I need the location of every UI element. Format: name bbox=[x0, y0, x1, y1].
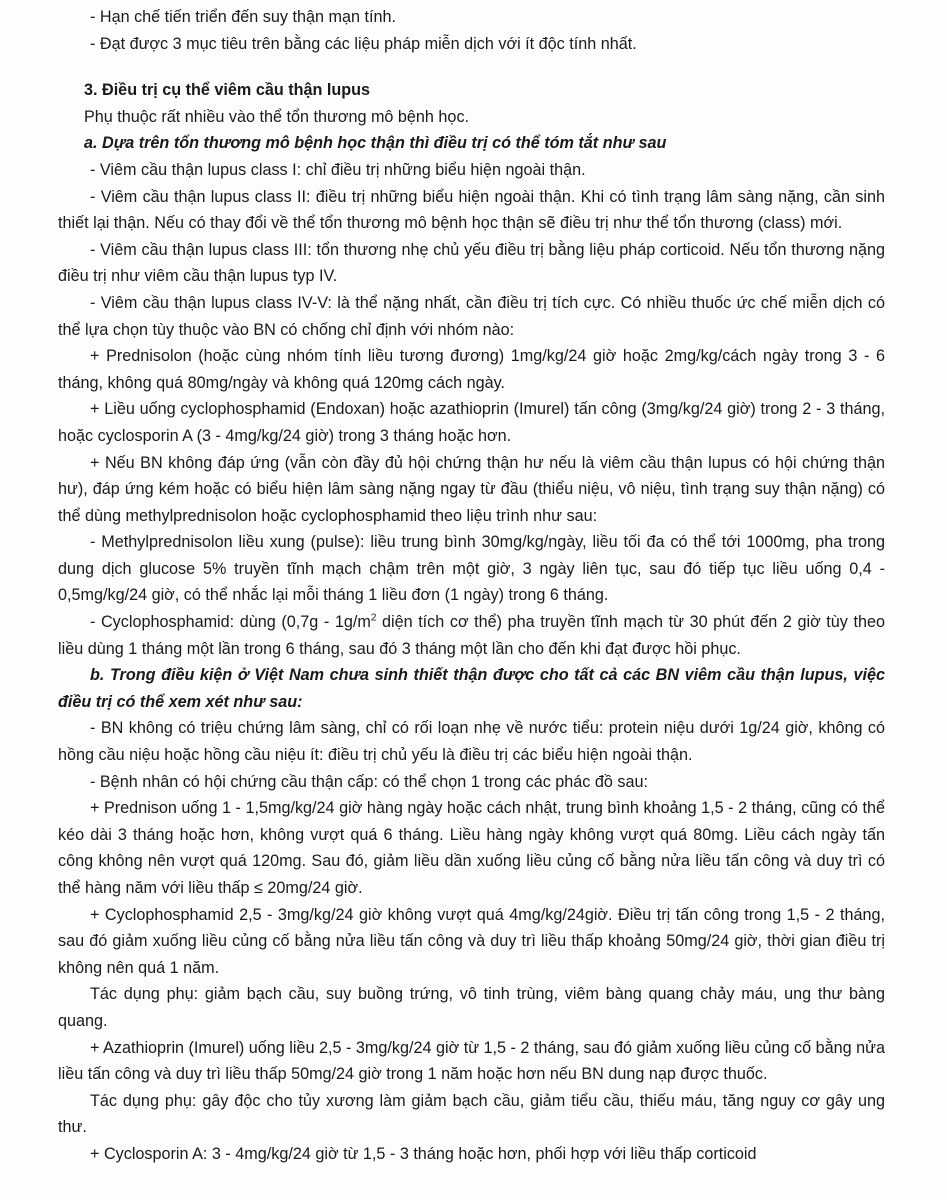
paragraph-cyclophosphamid-oral: + Liều uống cyclophosphamid (Endoxan) hoặc azathioprin (Imurel) tấn công (3mg/kg/24 giờ) trong 2 - 3 tháng, hoặc cyclosporin A (3 - 4mg/kg/24 giờ) trong 3 tháng hoặc hơn. bbox=[58, 400, 885, 445]
paragraph-prednison: + Prednison uống 1 - 1,5mg/kg/24 giờ hàng ngày hoặc cách nhật, trung bình khoảng 1,5 - 2 tháng, cũng có thể kéo dài 3 tháng hoặc hơn, không vượt quá 6 tháng. Liều hàng ngày không vượt quá 80mg. Liều cách ngày tấn công không nên vượt quá 120mg. Sau đó, giảm liều dần xuống liều củng cố bằng nửa liều tấn công và duy trì có thể hàng năm với liều thấp ≤ 20mg/24 giờ. bbox=[58, 799, 885, 897]
paragraph-class-2: - Viêm cầu thận lupus class II: điều trị những biểu hiện ngoài thận. Khi có tình trạng lâm sàng nặng, cần sinh thiết lại thận. Nếu có thay đổi về thể tổn thương mô bệnh học thận sẽ điều trị như thể tổn thương (class) mới. bbox=[58, 187, 885, 233]
subheading-a: a. Dựa trên tổn thương mô bệnh học thận thì điều trị có thể tóm tắt như sau bbox=[84, 134, 667, 153]
subheading-b: b. Trong điều kiện ở Việt Nam chưa sinh thiết thận được cho tất cả các BN viêm cầu thận lupus, việc điều trị có thể xem xét như sau: bbox=[58, 666, 885, 711]
paragraph-cyclophosphamid-iv: - Cyclophosphamid: dùng ($0,7g - 1g/m^2$ diện tích cơ thể) pha truyền tĩnh mạch từ 30 phút đến 2 giờ tùy theo liều dùng 1 tháng một lần trong 6 tháng, sau đó 3 tháng một lần cho đến khi đạt được hồi phục. bbox=[58, 612, 885, 658]
paragraph-azathioprin: + Azathioprin (Imurel) uống liều 2,5 - 3mg/kg/24 giờ từ 1,5 - 2 tháng, sau đó giảm xuống liều củng cố bằng nửa liều tấn công và duy trì liều thấp 50mg/24 giờ trong 1 năm hoặc hơn nếu BN dung nạp được thuốc. bbox=[58, 1038, 885, 1084]
paragraph-no-symptoms: - BN không có triệu chứng lâm sàng, chỉ có rối loạn nhẹ về nước tiểu: protein niệu dưới 1g/24 giờ, không có hồng cầu niệu hoặc hồng cầu niệu ít: điều trị chủ yếu là điều trị các biểu hiện ngoài thận. bbox=[58, 719, 885, 765]
paragraph-side-effects-2: Tác dụng phụ: gây độc cho tủy xương làm giảm bạch cầu, giảm tiểu cầu, thiếu máu, tăng nguy cơ gây ung thư. bbox=[58, 1091, 885, 1137]
paragraph-class-1: - Viêm cầu thận lupus class I: chỉ điều trị những biểu hiện ngoài thận. bbox=[90, 160, 586, 179]
paragraph-class-3: - Viêm cầu thận lupus class III: tổn thương nhẹ chủ yếu điều trị bằng liệu pháp corticoid. Nếu tổn thương nặng điều trị như viêm cầu thận lupus typ IV. bbox=[58, 240, 885, 286]
paragraph-cyclosporin: + Cyclosporin A: 3 - 4mg/kg/24 giờ từ 1,5 - 3 tháng hoặc hơn, phối hợp với liều thấp corticoid bbox=[90, 1144, 757, 1163]
paragraph-class-4-5: - Viêm cầu thận lupus class IV-V: là thể nặng nhất, cần điều trị tích cực. Có nhiều thuốc ức chế miễn dịch có thể lựa chọn tùy thuộc vào BN có chống chỉ định với nhóm nào: bbox=[58, 293, 885, 339]
paragraph-acute-nephritic: - Bệnh nhân có hội chứng cầu thận cấp: có thể chọn 1 trong các phác đồ sau: bbox=[90, 772, 648, 791]
paragraph-prednisolon: + Prednisolon (hoặc cùng nhóm tính liều tương đương) 1mg/kg/24 giờ hoặc 2mg/kg/cách ngày trong 3 - 6 tháng, không quá 80mg/ngày và không quá 120mg cách ngày. bbox=[58, 347, 885, 392]
paragraph-side-effects-1: Tác dụng phụ: giảm bạch cầu, suy buồng trứng, vô tinh trùng, viêm bàng quang chảy máu, ung thư bàng quang. bbox=[58, 985, 885, 1030]
paragraph-cyclophosphamid: + Cyclophosphamid 2,5 - 3mg/kg/24 giờ không vượt quá 4mg/kg/24giờ. Điều trị tấn công trong 1,5 - 2 tháng, sau đó giảm xuống liều củng cố bằng nửa liều tấn công và duy trì liều thấp khoảng 50mg/24 giờ, thời gian điều trị không nên quá 1 năm. bbox=[58, 905, 885, 977]
section-intro: Phụ thuộc rất nhiều vào thể tổn thương mô bệnh học. bbox=[84, 107, 470, 126]
goal-line-1: - Hạn chế tiến triển đến suy thận mạn tính. bbox=[90, 8, 396, 26]
paragraph-non-response: + Nếu BN không đáp ứng (vẫn còn đầy đủ hội chứng thận hư nếu là viêm cầu thận lupus có hội chứng thận hư), đáp ứng kém hoặc có biểu hiện lâm sàng nặng ngay từ đầu (thiểu niệu, vô niệu, tình trạng suy thận nặng) có thể dùng methylprednisolon hoặc cyclophosphamid theo liệu trình như sau: bbox=[58, 453, 885, 525]
paragraph-methylprednisolon-pulse: - Methylprednisolon liều xung (pulse): liều trung bình 30mg/kg/ngày, liều tối đa có thể tới 1000mg, pha trong dung dịch glucose 5% truyền tĩnh mạch chậm trên một giờ, 3 ngày liên tục, sau đó tiếp tục liều uống 0,4 - 0,5mg/kg/24 giờ, có thể nhắc lại mỗi tháng 1 liều đơn (1 ngày) trong 6 tháng. bbox=[58, 533, 885, 605]
goal-line-2: - Đạt được 3 mục tiêu trên bằng các liệu pháp miễn dịch với ít độc tính nhất. bbox=[90, 34, 637, 53]
section-heading-3: 3. Điều trị cụ thể viêm cầu thận lupus bbox=[84, 81, 371, 100]
